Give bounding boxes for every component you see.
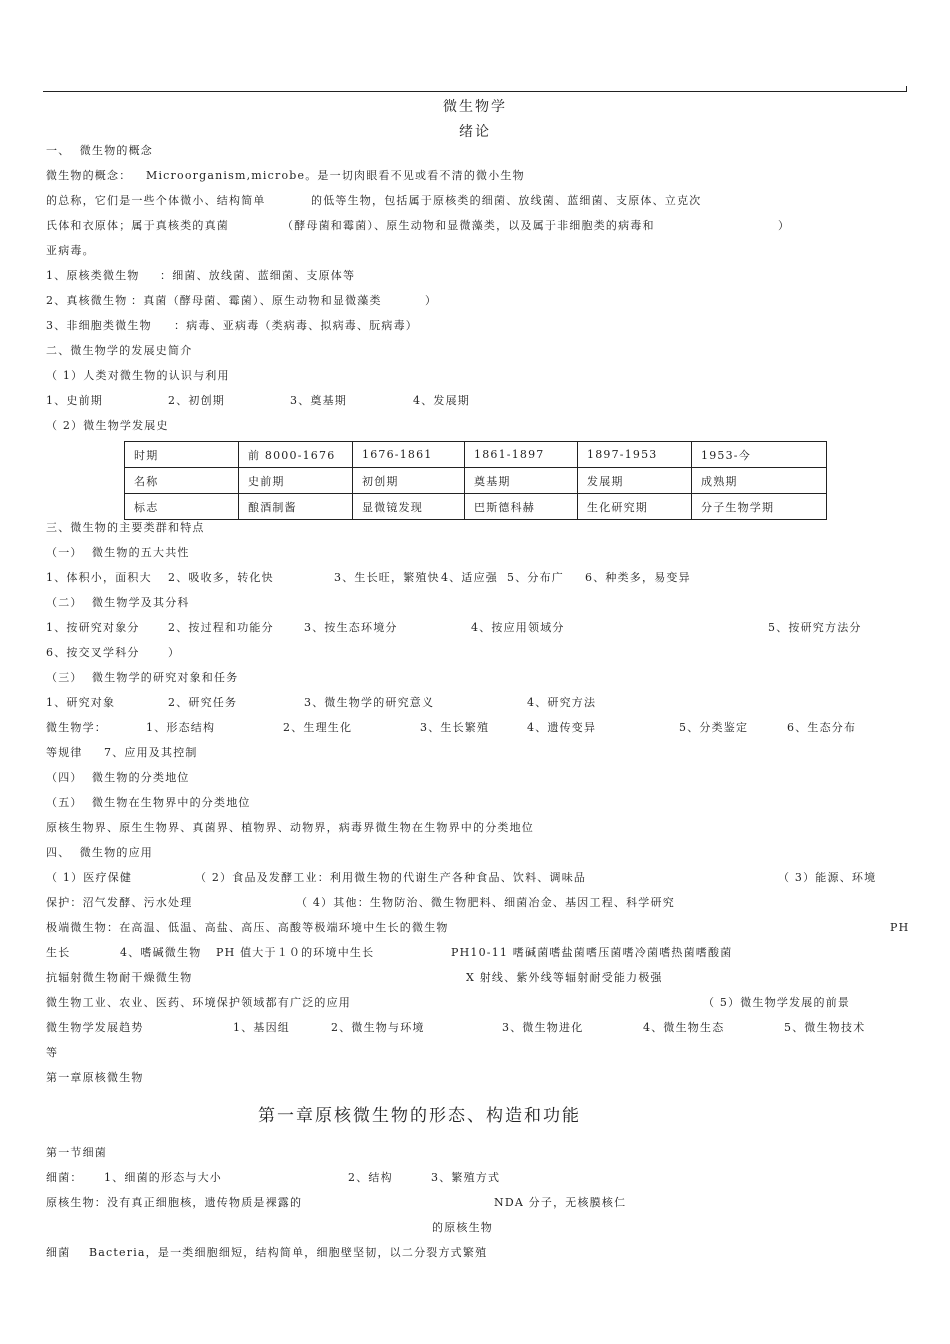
table-cell: 初创期 [353, 468, 465, 494]
header-rule [43, 91, 907, 92]
text-line: ） [168, 646, 181, 659]
text-line: 1、体积小，面积大 [46, 571, 152, 584]
text-line: X 射线、紫外线等辐射耐受能力极强 [466, 971, 663, 984]
text-line: 2、真核微生物 [46, 294, 128, 307]
text-line: 5、分类鉴定 [679, 721, 749, 734]
text-line: 2、吸收多，转化快 [168, 571, 274, 584]
text-line: 3、微生物学的研究意义 [304, 696, 435, 709]
text-line: 第一章原核微生物 [46, 1071, 144, 1084]
text-line: 1、研究对象 [46, 696, 116, 709]
text-line: （ 4）其他：生物防治、微生物肥料、细菌冶金、基因工程、科学研究 [296, 896, 675, 909]
text-line: 的低等生物，包括属于原核类的细菌、放线菌、蓝细菌、支原体、立克次 [311, 194, 702, 207]
text-line: 保护：沼气发酵、污水处理 [46, 896, 193, 909]
text-line: 3、繁殖方式 [431, 1171, 501, 1184]
text-line: （ 2）微生物学发展史 [46, 419, 169, 432]
table-cell: 1861-1897 [465, 442, 578, 468]
text-line: NDA 分子，无核膜核仁 [494, 1196, 627, 1209]
text-line: 3、生长繁殖 [420, 721, 490, 734]
text-line: 1、基因组 [233, 1021, 290, 1034]
table-cell: 生化研究期 [578, 494, 692, 520]
text-line: 5、微生物技术 [784, 1021, 866, 1034]
text-line: 4、适应强 [441, 571, 498, 584]
text-line: 1、按研究对象分 [46, 621, 140, 634]
table-cell: 前 8000-1676 [239, 442, 353, 468]
text-line: （五） 微生物在生物界中的分类地位 [46, 796, 251, 809]
text-line: （三） 微生物学的研究对象和任务 [46, 671, 239, 684]
section-title: 绪论 [459, 124, 491, 140]
chapter-heading: 第一章原核微生物的形态、构造和功能 [258, 1106, 581, 1126]
text-line: PH10-11 嗜碱菌嗜盐菌嗜压菌嗜冷菌嗜热菌嗜酸菌 [451, 946, 733, 959]
text-line: 抗辐射微生物耐干燥微生物 [46, 971, 193, 984]
text-line: （ 3）能源、环境 [778, 871, 877, 884]
text-line: 3、微生物进化 [502, 1021, 584, 1034]
header-rule-tick [906, 86, 907, 92]
text-line: 氏体和衣原体；属于真核类的真菌 [46, 219, 229, 232]
text-line: 3、按生态环境分 [304, 621, 398, 634]
text-line: 3、奠基期 [290, 394, 384, 407]
text-line: 等 [46, 1046, 59, 1059]
table-cell: 标志 [125, 494, 239, 520]
table-cell: 名称 [125, 468, 239, 494]
text-line: 1、细菌的形态与大小 [104, 1171, 222, 1184]
text-line: 生长 [46, 946, 71, 959]
text-line: 微生物学发展趋势 [46, 1021, 144, 1034]
text-line: （二） 微生物学及其分科 [46, 596, 190, 609]
text-line: （四） 微生物的分类地位 [46, 771, 190, 784]
text-line: 2、生理生化 [283, 721, 353, 734]
text-line: 4、遗传变异 [527, 721, 597, 734]
table-cell: 1676-1861 [353, 442, 465, 468]
text-line: 等规律 [46, 746, 83, 759]
text-line: （ 5）微生物学发展的前景 [703, 996, 851, 1009]
text-line: PH [890, 921, 910, 934]
table-cell: 1953-今 [692, 442, 827, 468]
text-line: Bacteria，是一类细胞细短，结构简单，细胞壁坚韧，以二分裂方式繁殖 [89, 1246, 488, 1259]
text-line: 亚病毒。 [46, 244, 95, 257]
text-line: 4、按应用领域分 [471, 621, 565, 634]
text-line: （ 1）医疗保健 [46, 871, 133, 884]
text-line: 2、按过程和功能分 [168, 621, 274, 634]
table-cell: 显微镜发现 [353, 494, 465, 520]
text-line: ） [425, 294, 438, 307]
text-line: 微生物的概念： [46, 169, 132, 182]
text-line: 1、史前期 [46, 394, 140, 407]
document-title: 微生物学 [443, 99, 507, 115]
text-line: 微生物工业、农业、医药、环境保护领域都有广泛的应用 [46, 996, 351, 1009]
text-line: 原核生物：没有真正细胞核，遗传物质是裸露的 [46, 1196, 303, 1209]
table-cell: 酿酒制酱 [239, 494, 353, 520]
table-row [125, 442, 827, 468]
table-cell: 巴斯德科赫 [465, 494, 578, 520]
table-cell: 成熟期 [692, 468, 827, 494]
text-line: （ 2）食品及发酵工业：利用微生物的代谢生产各种食品、饮料、调味品 [195, 871, 587, 884]
table-row [125, 494, 827, 520]
text-line: 四、 微生物的应用 [46, 846, 153, 859]
table-cell: 史前期 [239, 468, 353, 494]
table-cell: 奠基期 [465, 468, 578, 494]
table-cell: 时期 [125, 442, 239, 468]
text-line: 4、研究方法 [527, 696, 597, 709]
text-line: 3、非细胞类微生物 [46, 319, 152, 332]
text-line: ：细菌、放线菌、蓝细菌、支原体等 [160, 269, 356, 282]
text-line: 5、分布广 [507, 571, 564, 584]
history-table [124, 441, 827, 520]
table-row [125, 468, 827, 494]
text-line: 2、结构 [348, 1171, 393, 1184]
text-line: 5、按研究方法分 [768, 621, 862, 634]
text-line: 4、发展期 [413, 394, 470, 407]
text-line: 原核生物界、原生生物界、真菌界、植物界、动物界，病毒界微生物在生物界中的分类地位 [46, 821, 534, 834]
text-line: 6、生态分布 [787, 721, 857, 734]
text-line: 6、按交叉学科分 [46, 646, 140, 659]
text-line: （一） 微生物的五大共性 [46, 546, 190, 559]
text-line: ：病毒、亚病毒（类病毒、拟病毒、朊病毒） [174, 319, 418, 332]
text-line: 1、原核类微生物 [46, 269, 140, 282]
text-line: ：真菌（酵母菌、霉菌）、原生动物和显微藻类 [131, 294, 382, 307]
text-line: 4、嗜碱微生物 [120, 946, 202, 959]
table-cell: 1897-1953 [578, 442, 692, 468]
text-line: PH 值大于１０的环境中生长 [216, 946, 375, 959]
text-line: 微生物学： [46, 721, 107, 734]
text-line: 2、初创期 [168, 394, 262, 407]
text-line: （酵母菌和霉菌）、原生动物和显微藻类，以及属于非细胞类的病毒和 [282, 219, 655, 232]
text-line: 三、微生物的主要类群和特点 [46, 521, 205, 534]
text-line: 细菌： [46, 1171, 83, 1184]
text-line: 的原核生物 [432, 1221, 493, 1234]
table-cell: 发展期 [578, 468, 692, 494]
text-line: ） [778, 219, 791, 232]
text-line: 7、应用及其控制 [104, 746, 198, 759]
text-line: 极端微生物：在高温、低温、高盐、高压、高酸等极端环境中生长的微生物 [46, 921, 449, 934]
text-line: 6、种类多，易变异 [585, 571, 691, 584]
text-line: （ 1）人类对微生物的认识与利用 [46, 369, 230, 382]
text-line: Microorganism,microbe。是一切肉眼看不见或看不清的微小生物 [146, 169, 525, 182]
text-line: 2、研究任务 [168, 696, 238, 709]
text-line: 3、生长旺，繁殖快 [334, 571, 440, 584]
text-line: 2、微生物与环境 [331, 1021, 425, 1034]
text-line: 二、微生物学的发展史简介 [46, 344, 193, 357]
text-line: 第一节细菌 [46, 1146, 107, 1159]
text-line: 4、微生物生态 [643, 1021, 725, 1034]
text-line: 的总称，它们是一些个体微小、结构简单 [46, 194, 266, 207]
text-line: 细菌 [46, 1246, 71, 1259]
text-line: 1、形态结构 [146, 721, 216, 734]
table-cell: 分子生物学期 [692, 494, 827, 520]
text-line: 一、 微生物的概念 [46, 144, 153, 157]
